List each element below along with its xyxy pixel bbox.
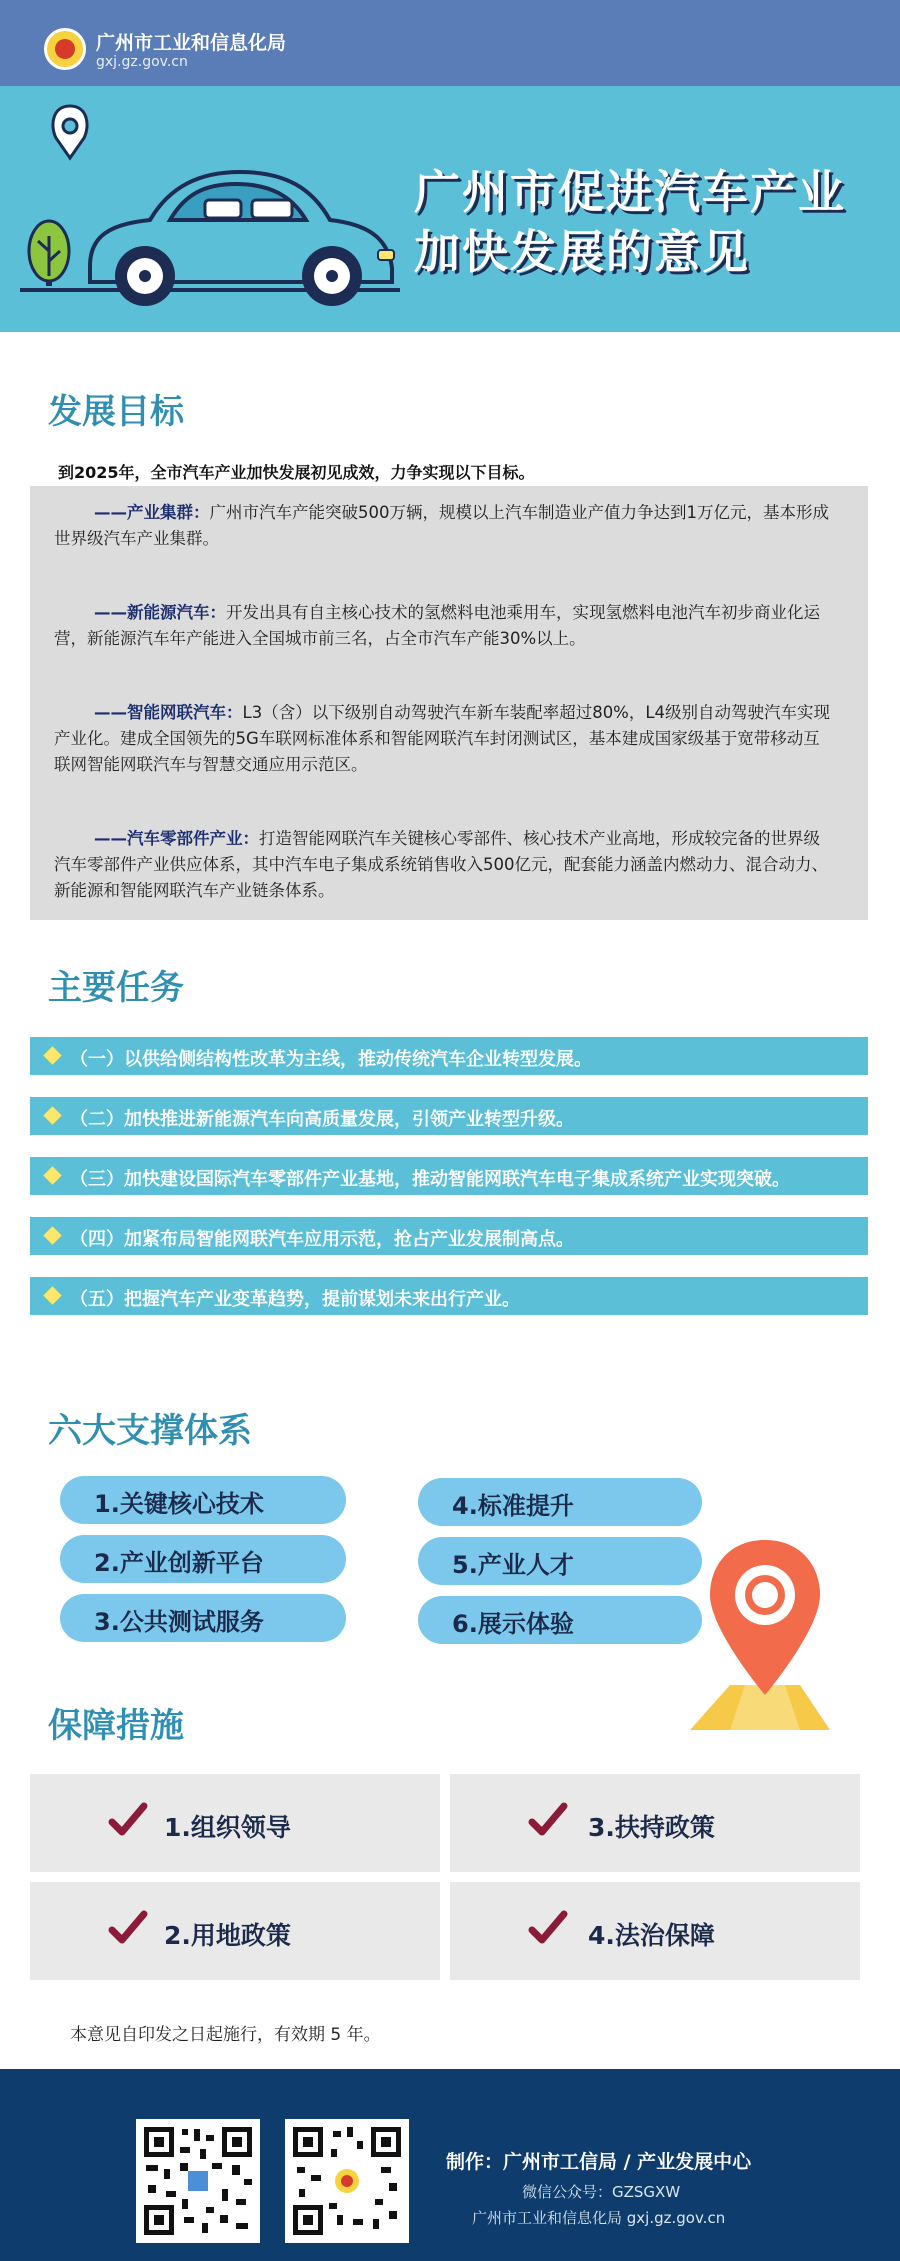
support-heading: 六大支撑体系 xyxy=(48,1411,252,1451)
hero-title xyxy=(414,162,874,282)
hero-title-line2: 加快发展的意见 xyxy=(414,225,750,279)
task-text: （五）把握汽车产业变革趋势，提前谋划未来出行产业。 xyxy=(70,1289,520,1310)
footer-producer: 制作：广州市工信局 / 产业发展中心 xyxy=(446,2151,752,2173)
task-item xyxy=(30,1277,868,1315)
government-emblem-icon xyxy=(44,28,86,70)
org-name: 广州市工业和信息化局 xyxy=(96,32,287,54)
org-url[interactable]: gxj.gz.gov.cn xyxy=(96,54,188,70)
validity-note: 本意见自印发之日起施行，有效期 5 年。 xyxy=(70,2025,381,2045)
task-item xyxy=(30,1217,868,1255)
diamond-icon xyxy=(43,1286,61,1304)
goal-title: ——智能网联汽车： xyxy=(94,703,243,722)
goal-title: ——新能源汽车： xyxy=(94,603,226,622)
task-text: （三）加快建设国际汽车零部件产业基地，推动智能网联汽车电子集成系统产业实现突破。 xyxy=(70,1169,790,1190)
tasks-heading: 主要任务 xyxy=(48,968,184,1008)
top-header-bar xyxy=(0,0,900,86)
diamond-icon xyxy=(43,1226,61,1244)
hero-banner xyxy=(0,86,900,332)
measure-item-rule-of-law: 4.法治保障 xyxy=(450,1882,860,1980)
goal-title: ——产业集群： xyxy=(94,503,210,522)
diamond-icon xyxy=(43,1106,61,1124)
diamond-icon xyxy=(43,1166,61,1184)
footer-wechat: 微信公众号：GZSGXW xyxy=(522,2183,681,2201)
goal-text: 打造智能网联汽车关键核心零部件、核心技术产业高地，形成较完备的世界级汽车零部件产业供应体系，其中汽车电子集成系统销售收入500亿元，配套能力涵盖内燃动力、混合动力、新能源和智能网联汽车产业链条体系。 xyxy=(54,829,828,900)
goals-heading: 发展目标 xyxy=(48,392,184,432)
goal-item-intelligent-connected xyxy=(54,700,834,778)
task-text: （四）加紧布局智能网联汽车应用示范，抢占产业发展制高点。 xyxy=(70,1229,574,1250)
footer-site[interactable]: 广州市工业和信息化局 gxj.gz.gov.cn xyxy=(472,2209,726,2227)
support-item-core-tech: 1.关键核心技术 xyxy=(60,1476,346,1524)
measure-item-organization: 1.组织领导 xyxy=(30,1774,440,1872)
checkmark-icon xyxy=(528,1910,568,1946)
goal-item-new-energy xyxy=(54,600,834,652)
goal-item-auto-parts xyxy=(54,826,834,904)
goal-text: L3（含）以下级别自动驾驶汽车新车装配率超过80%，L4级别自动驾驶汽车实现产业化。建成全国领先的5G车联网标准体系和智能网联汽车封闭测试区，基本建成国家级基于宽带移动互联网智能网联汽车与智慧交通应用示范区。 xyxy=(54,703,831,774)
checkmark-icon xyxy=(528,1802,568,1838)
checkmark-icon xyxy=(108,1910,148,1946)
tree-icon xyxy=(29,221,69,286)
task-text: （二）加快推进新能源汽车向高质量发展，引领产业转型升级。 xyxy=(70,1109,574,1130)
goal-item-industry-cluster xyxy=(54,500,834,552)
support-item-standards: 4.标准提升 xyxy=(418,1478,702,1526)
measure-item-land-policy: 2.用地政策 xyxy=(30,1882,440,1980)
task-item xyxy=(30,1157,868,1195)
measure-item-support-policy: 3.扶持政策 xyxy=(450,1774,860,1872)
diamond-icon xyxy=(43,1046,61,1064)
location-pin-icon xyxy=(690,1530,840,1730)
goal-title: ——汽车零部件产业： xyxy=(94,829,259,848)
checkmark-icon xyxy=(108,1802,148,1838)
map-pin-icon xyxy=(53,106,87,158)
task-item xyxy=(30,1097,868,1135)
support-item-innovation-platform: 2.产业创新平台 xyxy=(60,1535,346,1583)
measures-heading: 保障措施 xyxy=(48,1706,184,1746)
task-text: （一）以供给侧结构性改革为主线，推动传统汽车企业转型发展。 xyxy=(70,1049,592,1070)
support-item-talent: 5.产业人才 xyxy=(418,1537,702,1585)
car-icon xyxy=(90,172,394,306)
footer xyxy=(0,2069,900,2261)
qr-code-icon[interactable] xyxy=(285,2119,409,2243)
hero-title-line1: 广州市促进汽车产业 xyxy=(414,165,846,219)
goals-intro: 到2025年，全市汽车产业加快发展初见成效，力争实现以下目标。 xyxy=(58,463,535,482)
goal-text: 广州市汽车产能突破500万辆，规模以上汽车制造业产值力争达到1万亿元，基本形成世界级汽车产业集群。 xyxy=(54,503,829,548)
support-item-public-testing: 3.公共测试服务 xyxy=(60,1594,346,1642)
support-item-exhibition: 6.展示体验 xyxy=(418,1596,702,1644)
goal-text: 开发出具有自主核心技术的氢燃料电池乘用车，实现氢燃料电池汽车初步商业化运营，新能源汽车年产能进入全国城市前三名，占全市汽车产能30%以上。 xyxy=(54,603,820,648)
qr-code-icon[interactable] xyxy=(136,2119,260,2243)
task-item xyxy=(30,1037,868,1075)
